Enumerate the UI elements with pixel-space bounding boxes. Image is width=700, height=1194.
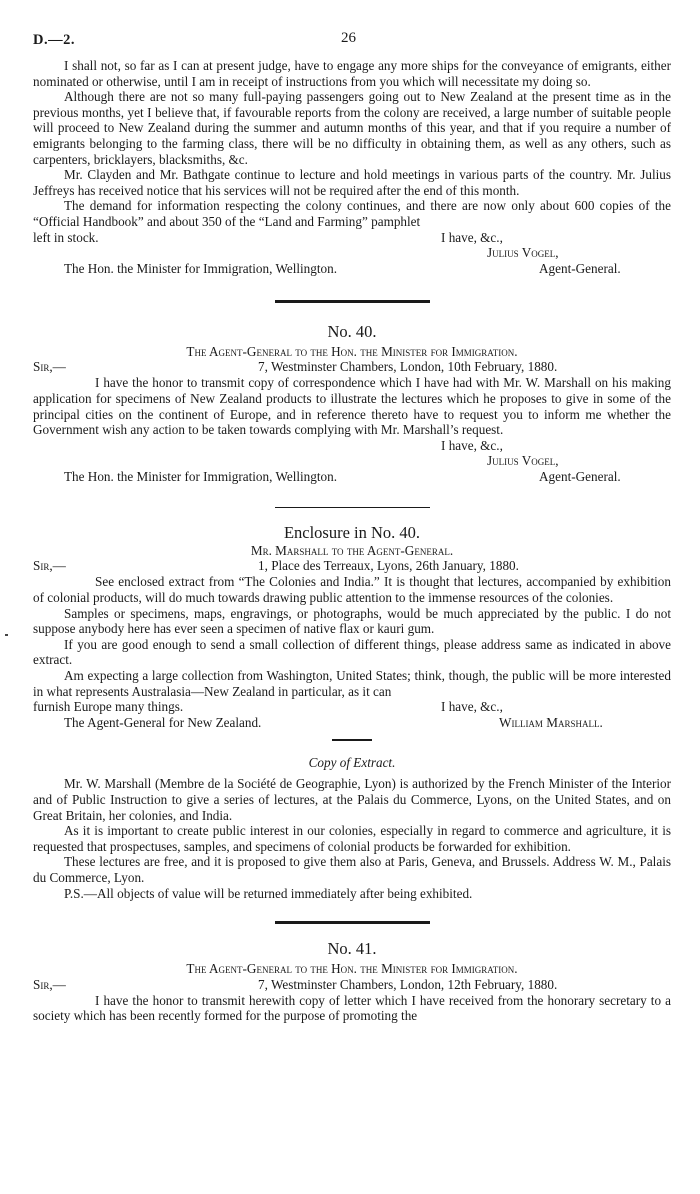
paragraph: I shall not, so far as I can at present judge, have to engage any more ships for the conveyance of emigrants, either nominated or otherwise, until I am in receipt of instructions from you which will necessitate my doing so. [33,58,671,89]
signature: Julius Vogel, [487,245,559,261]
paragraph: See enclosed extract from “The Colonies and India.” It is thought that lectures, accompanied by exhibition of colonial products, will do much towards drawing public attention to the immense resources of the colonies. [33,574,671,606]
addressee-row [33,261,671,277]
salutation: Sir,— [33,558,66,574]
salutation: Sir,— [33,359,66,375]
enclosure-subheading: Mr. Marshall to the Agent-General. [250,542,454,558]
letter-heading: No. 41. [327,939,377,959]
signature: William Marshall. [499,714,603,730]
copy-of-extract [33,755,671,901]
letter-subheading: The Agent-General to the Hon. the Minister for Immigration. [186,961,518,977]
addressee: The Hon. the Minister for Immigration, Wellington. [64,468,338,484]
addressee: The Hon. the Minister for Immigration, Wellington. [64,260,338,276]
page-number: 26 [341,30,356,46]
salutation-row [33,558,671,574]
paragraph: Samples or specimens, maps, engravings, or photographs, would be much appreciated by the public. I do not suppose anybody here has ever seen a specimen of native flax or kauri gum. [33,605,671,637]
paragraph: These lectures are free, and it is proposed to give them also at Paris, Geneva, and Brussels. Address W. M., Palais du Commerce, Lyon. [33,854,671,885]
letter-no-40 [33,323,671,485]
place-date: 7, Westminster Chambers, London, 10th February, 1880. [258,359,558,375]
paragraph: The demand for information respecting the colony continues, and there are now only about 600 copies of the “Official Handbook” and about 350 of the “Land and Farming” pamphlet [33,198,671,229]
paragraph: Am expecting a large collection from Washington, United States; think, though, the public will be more interested in what represents Australasia—New Zealand in particular, as it can [33,668,671,699]
place-date: 1, Place des Terreaux, Lyons, 26th January, 1880. [258,558,519,574]
salutation-row [33,359,671,375]
paragraph: As it is important to create public interest in our colonies, especially in regard to commerce and agriculture, it is requested that prospectuses, samples, and specimens of colonial products be forwarded for exhibition. [33,823,671,854]
closing-formula: I have, &c., [441,229,503,245]
signer-title: Agent-General. [539,468,621,484]
signature: Julius Vogel, [487,453,559,469]
letter-subheading: The Agent-General to the Hon. the Minister for Immigration. [186,343,518,359]
salutation: Sir,— [33,976,66,992]
paragraph: I have the honor to transmit herewith copy of letter which I have received from the honorary secretary to a society which has been recently formed for the purpose of promoting the [33,992,671,1024]
enclosure-heading: Enclosure in No. 40. [283,522,421,542]
letter-heading: No. 40. [327,321,377,341]
paragraph: I have the honor to transmit copy of correspondence which I have had with Mr. W. Marshall on his making application for specimens of New Zealand products to illustrate the lectures which he proposes to give in some of the principal cities on the continent of Europe, and in reference thereto have to request you to inform me whether the Government wish any action to be taken towards complying with Mr. Marshall’s request. [33,375,671,438]
closing-row [33,230,671,246]
letter-continuation [33,58,671,277]
letter-no-41 [33,940,671,1024]
signer-title: Agent-General. [539,260,621,276]
salutation-row [33,977,671,993]
addressee-row [33,469,671,485]
closing-formula: I have, &c., [441,437,503,453]
paragraph: If you are good enough to send a small collection of different things, please address same as indicated in above extract. [33,636,671,668]
closing-row [33,699,671,715]
stock-line: left in stock. [33,229,99,245]
paragraph: Mr. Clayden and Mr. Bathgate continue to lecture and hold meetings in various parts of the country. Mr. Julius Jeffreys has received notice that his services will not be required after the end of this month. [33,167,671,198]
running-header [33,0,671,58]
paragraph: P.S.—All objects of value will be returned immediately after being exhibited. [64,885,473,901]
enclosure-no-40 [33,524,671,731]
document-reference: D.—2. [33,32,75,48]
paragraph: Mr. W. Marshall (Membre de la Société de Geographie, Lyon) is authorized by the French Minister of the Interior and of Public Instruction to give a series of lectures, at the Palais du Commerce, Lyons, on the United States, and on Great Britain, her colonies, and India. [33,776,671,823]
addressee-row [33,715,671,731]
paragraph: Although there are not so many full-paying passengers going out to New Zealand at the present time as in the previous months, yet I believe that, if favourable reports from the colony are received, a large number of suitable people will proceed to New Zealand during the summer and autumn months of this year, and that if you require a number of emigrants belonging to the farming class, there will be no difficulty in obtaining them, as well as any others, such as carpenters, bricklayers, blacksmiths, &c. [33,89,671,167]
margin-mark [5,634,8,636]
extract-heading: Copy of Extract. [308,754,396,770]
closing-formula: I have, &c., [441,699,503,715]
place-date: 7, Westminster Chambers, London, 12th February, 1880. [258,976,558,992]
addressee: The Agent-General for New Zealand. [64,714,262,730]
last-line: furnish Europe many things. [33,699,184,715]
